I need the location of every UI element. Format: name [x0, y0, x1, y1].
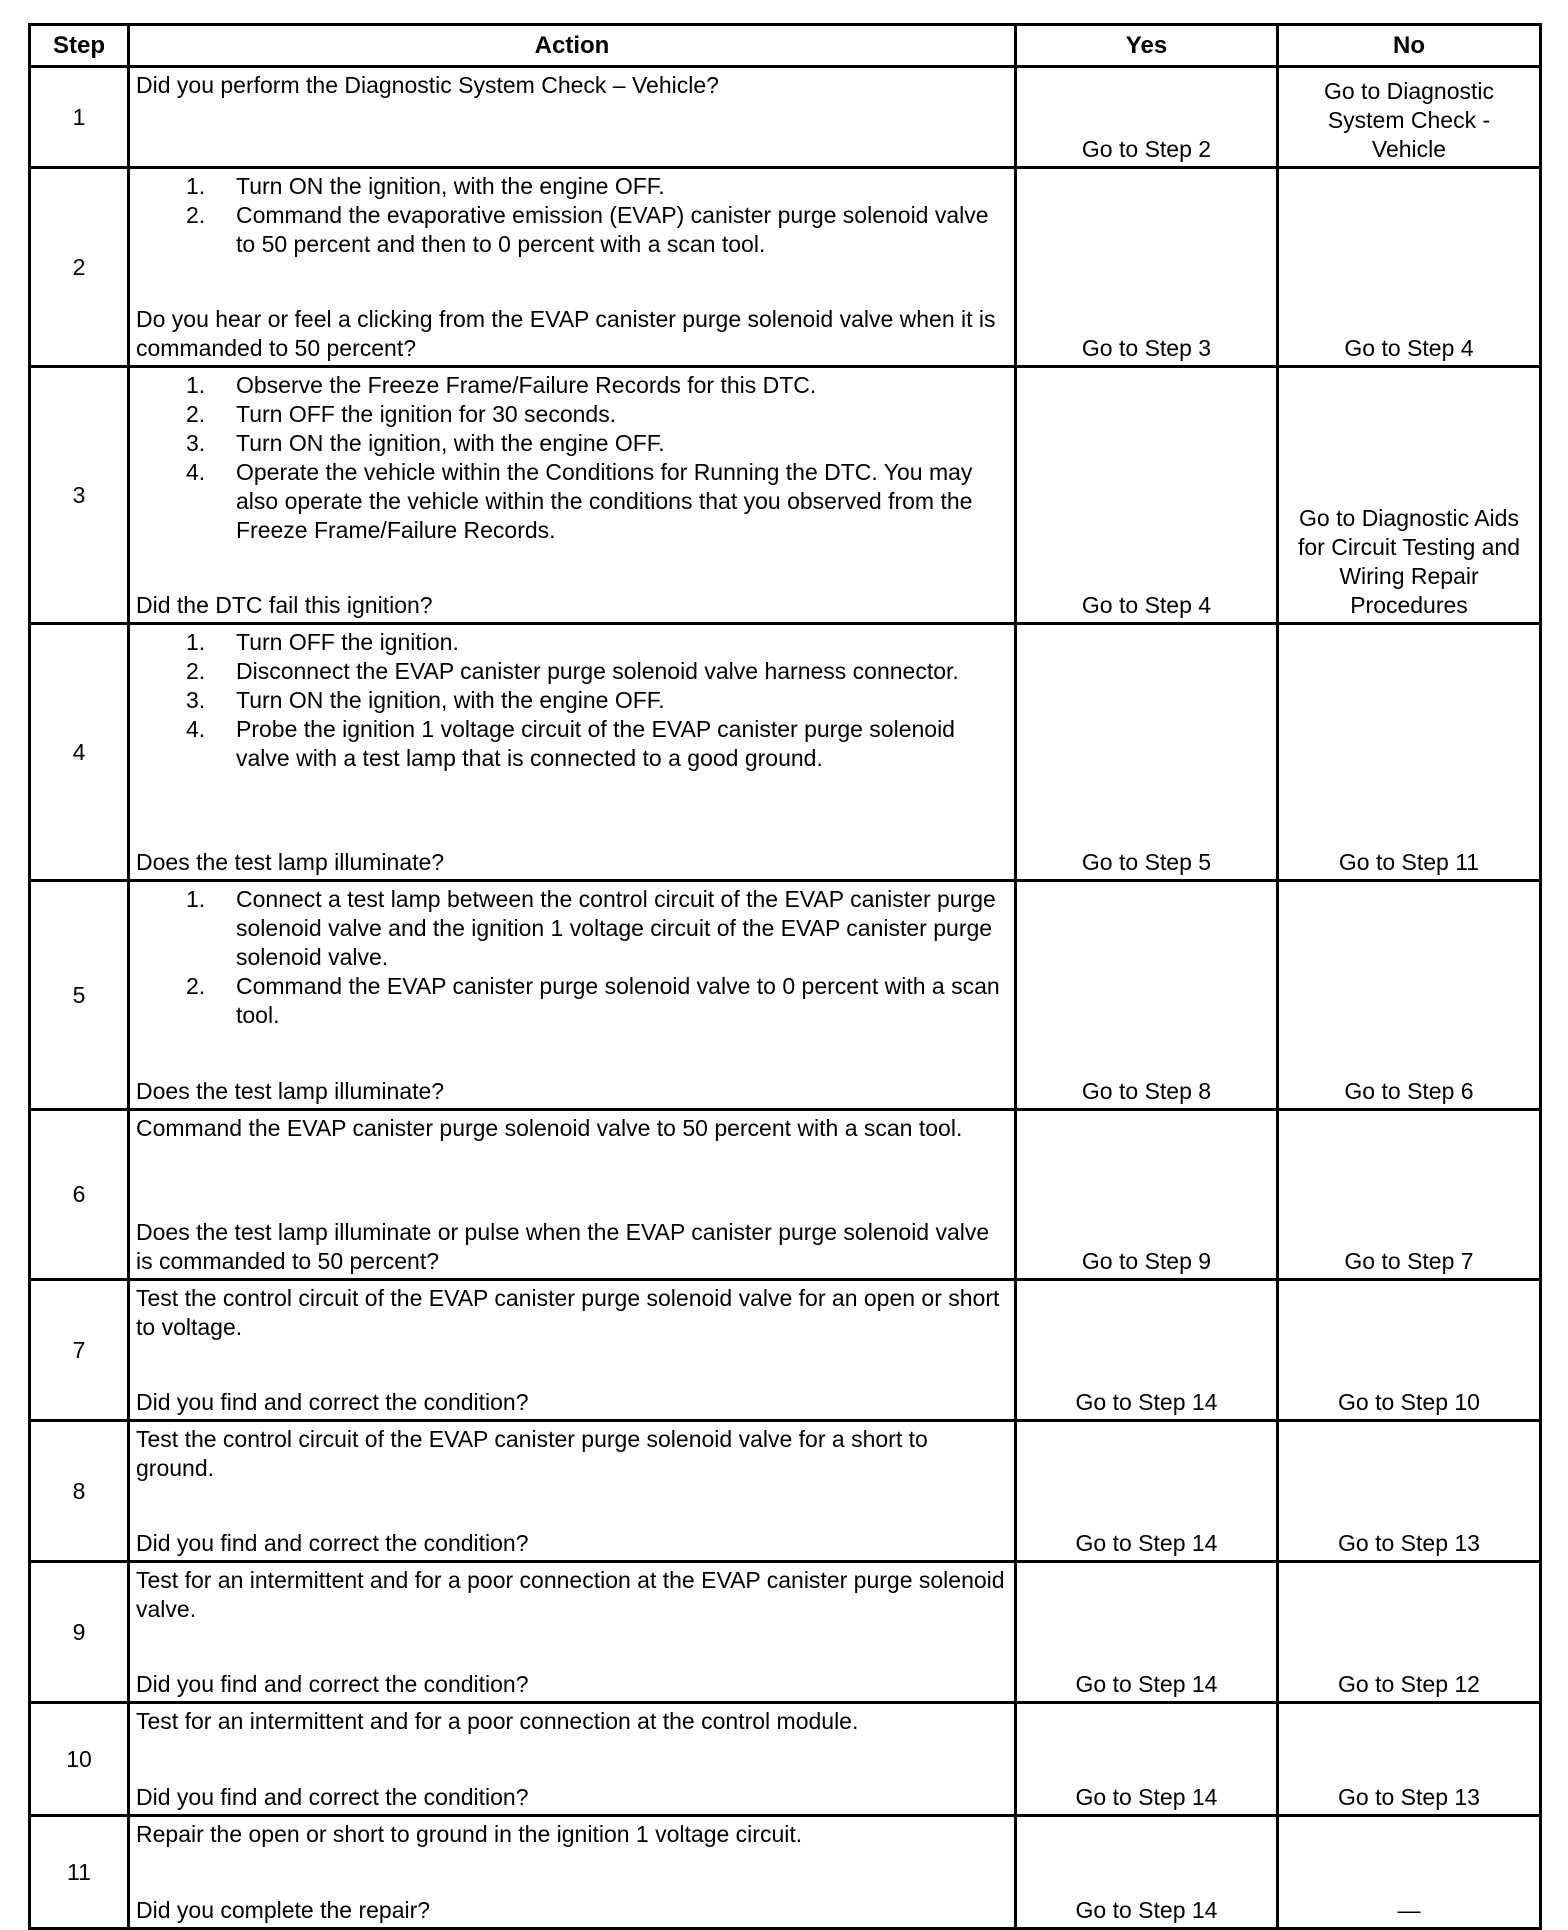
yes-result: Go to Step 14 [1075, 1784, 1218, 1810]
step-number: 4 [30, 624, 129, 881]
substep-number: 2. [186, 658, 206, 684]
diagnostic-table [28, 23, 1542, 1930]
no-cell [1278, 1703, 1541, 1816]
no-cell [1278, 168, 1541, 367]
action-question: Did you find and correct the condition? [136, 1784, 529, 1810]
substep-text: Turn ON the ignition, with the engine OFF. [236, 173, 665, 199]
no-result: Go to Step 12 [1338, 1671, 1480, 1697]
substep-list [136, 371, 1008, 545]
header-yes: Yes [1016, 25, 1278, 67]
substep-text: Operate the vehicle within the Conditions for Running the DTC. You may also operate the vehicle within the conditions that you observed from the Freeze Frame/Failure Records. [236, 459, 973, 543]
action-statement: Test the control circuit of the EVAP canister purge solenoid valve for an open or short to voltage. [136, 1285, 1000, 1340]
yes-cell [1016, 168, 1278, 367]
action-question: Did you find and correct the condition? [136, 1530, 529, 1556]
yes-result: Go to Step 8 [1081, 1078, 1212, 1104]
table-row [30, 67, 1541, 168]
substep-list [136, 172, 1008, 259]
yes-result: Go to Step 3 [1081, 335, 1212, 361]
substep-item [186, 686, 1008, 715]
no-result: Go to Diagnostic Aids for Circuit Testing and Wiring Repair Procedures [1297, 505, 1520, 618]
no-result: Go to Step 13 [1338, 1530, 1480, 1556]
action-cell [129, 1703, 1016, 1816]
substep-text: Probe the ignition 1 voltage circuit of the EVAP canister purge solenoid valve with a test lamp that is connected to a good ground. [236, 716, 955, 771]
substep-item [186, 628, 1008, 657]
substep-item [186, 172, 1008, 201]
substep-number: 4. [186, 459, 206, 485]
table-row [30, 1703, 1541, 1816]
action-statement: Repair the open or short to ground in the ignition 1 voltage circuit. [136, 1821, 803, 1847]
header-no: No [1278, 25, 1541, 67]
yes-result: Go to Step 9 [1081, 1248, 1212, 1274]
substep-text: Turn OFF the ignition. [236, 629, 459, 655]
substep-number: 3. [186, 430, 206, 456]
table-row [30, 881, 1541, 1110]
substep-text: Turn ON the ignition, with the engine OFF. [236, 430, 665, 456]
step-number: 3 [30, 367, 129, 624]
substep-text: Command the evaporative emission (EVAP) canister purge solenoid valve to 50 percent and then to 0 percent with a scan tool. [236, 202, 989, 257]
action-statement: Test the control circuit of the EVAP canister purge solenoid valve for a short to ground. [136, 1426, 928, 1481]
action-question: Do you hear or feel a clicking from the EVAP canister purge solenoid valve when it is commanded to 50 percent? [136, 306, 996, 361]
no-result: Go to Step 4 [1344, 335, 1474, 361]
no-result: Go to Step 11 [1338, 849, 1480, 875]
no-cell [1278, 624, 1541, 881]
substep-text: Disconnect the EVAP canister purge solenoid valve harness connector. [236, 658, 959, 684]
yes-result: Go to Step 2 [1081, 136, 1212, 162]
substep-item [186, 371, 1008, 400]
no-cell [1278, 881, 1541, 1110]
action-question: Does the test lamp illuminate? [136, 849, 445, 875]
no-result: — [1397, 1897, 1421, 1923]
no-cell [1278, 1562, 1541, 1703]
yes-cell [1016, 1703, 1278, 1816]
action-cell [129, 367, 1016, 624]
no-cell [1278, 1110, 1541, 1280]
substep-list [136, 628, 1008, 773]
step-number: 10 [30, 1703, 129, 1816]
no-cell [1278, 1280, 1541, 1421]
substep-item [186, 400, 1008, 429]
substep-number: 2. [186, 202, 206, 228]
yes-result: Go to Step 14 [1075, 1897, 1218, 1923]
substep-text: Command the EVAP canister purge solenoid valve to 0 percent with a scan tool. [236, 973, 1000, 1028]
no-result: Go to Step 10 [1338, 1389, 1480, 1415]
yes-result: Go to Step 14 [1075, 1530, 1218, 1556]
table-row [30, 1280, 1541, 1421]
no-cell [1278, 67, 1541, 168]
yes-result: Go to Step 4 [1081, 592, 1212, 618]
table-row [30, 367, 1541, 624]
substep-number: 1. [186, 629, 206, 655]
substep-item [186, 657, 1008, 686]
action-cell [129, 1562, 1016, 1703]
yes-result: Go to Step 5 [1081, 849, 1212, 875]
substep-number: 2. [186, 973, 206, 999]
step-number: 9 [30, 1562, 129, 1703]
substep-text: Observe the Freeze Frame/Failure Records for this DTC. [236, 372, 817, 398]
substep-item [186, 458, 1008, 545]
substep-number: 1. [186, 886, 206, 912]
substep-number: 2. [186, 401, 206, 427]
no-result: Go to Diagnostic System Check - Vehicle [1323, 78, 1495, 162]
substep-text: Turn ON the ignition, with the engine OFF. [236, 687, 665, 713]
no-result: Go to Step 6 [1344, 1078, 1474, 1104]
action-question: Did the DTC fail this ignition? [136, 592, 433, 618]
step-number: 6 [30, 1110, 129, 1280]
substep-text: Turn OFF the ignition for 30 seconds. [236, 401, 617, 427]
yes-cell [1016, 881, 1278, 1110]
substep-item [186, 715, 1008, 773]
action-statement: Test for an intermittent and for a poor connection at the EVAP canister purge solenoid valve. [136, 1567, 1005, 1622]
yes-cell [1016, 624, 1278, 881]
header-action: Action [129, 25, 1016, 67]
substep-number: 3. [186, 687, 206, 713]
action-cell [129, 67, 1016, 168]
table-row [30, 168, 1541, 367]
header-row [30, 25, 1541, 67]
no-cell [1278, 367, 1541, 624]
action-statement: Test for an intermittent and for a poor connection at the control module. [136, 1708, 859, 1734]
action-cell [129, 1421, 1016, 1562]
action-question: Does the test lamp illuminate? [136, 1078, 445, 1104]
step-number: 5 [30, 881, 129, 1110]
yes-result: Go to Step 14 [1075, 1671, 1218, 1697]
action-cell [129, 881, 1016, 1110]
action-question: Did you complete the repair? [136, 1897, 431, 1923]
header-step: Step [30, 25, 129, 67]
yes-cell [1016, 1280, 1278, 1421]
yes-cell [1016, 1421, 1278, 1562]
step-number: 11 [30, 1816, 129, 1929]
action-cell [129, 1280, 1016, 1421]
action-cell [129, 1110, 1016, 1280]
step-number: 7 [30, 1280, 129, 1421]
table-row [30, 624, 1541, 881]
step-number: 8 [30, 1421, 129, 1562]
yes-cell [1016, 1562, 1278, 1703]
action-question: Does the test lamp illuminate or pulse when the EVAP canister purge solenoid valve is commanded to 50 percent? [136, 1219, 990, 1274]
table-row [30, 1110, 1541, 1280]
action-statement: Did you perform the Diagnostic System Check – Vehicle? [136, 72, 719, 98]
no-cell [1278, 1421, 1541, 1562]
yes-result: Go to Step 14 [1075, 1389, 1218, 1415]
substep-number: 4. [186, 716, 206, 742]
step-number: 1 [30, 67, 129, 168]
action-cell [129, 168, 1016, 367]
yes-cell [1016, 67, 1278, 168]
table-row [30, 1421, 1541, 1562]
substep-list [136, 885, 1008, 1030]
substep-number: 1. [186, 173, 206, 199]
action-cell [129, 624, 1016, 881]
step-number: 2 [30, 168, 129, 367]
substep-number: 1. [186, 372, 206, 398]
action-question: Did you find and correct the condition? [136, 1389, 529, 1415]
yes-cell [1016, 367, 1278, 624]
substep-item [186, 429, 1008, 458]
action-question: Did you find and correct the condition? [136, 1671, 529, 1697]
substep-item [186, 972, 1008, 1030]
no-result: Go to Step 13 [1338, 1784, 1480, 1810]
substep-item [186, 201, 1008, 259]
no-result: Go to Step 7 [1344, 1248, 1474, 1274]
action-statement: Command the EVAP canister purge solenoid valve to 50 percent with a scan tool. [136, 1115, 963, 1141]
table-row [30, 1562, 1541, 1703]
substep-item [186, 885, 1008, 972]
substep-text: Connect a test lamp between the control circuit of the EVAP canister purge solenoid valve and the ignition 1 voltage circuit of the EVAP canister purge solenoid valve. [236, 886, 996, 970]
yes-cell [1016, 1110, 1278, 1280]
